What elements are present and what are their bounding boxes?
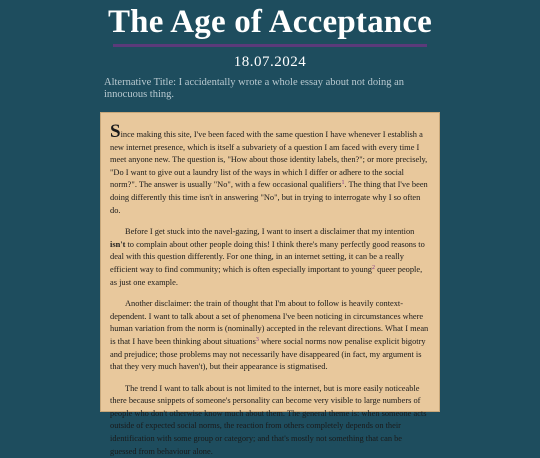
paragraph-3	[110, 298, 430, 374]
paragraph-2-text-c: queer people, as just one example.	[110, 264, 423, 287]
paragraph-2-text-a: Before I get stuck into the navel-gazing, I want to insert a disclaimer that my intention	[125, 227, 415, 237]
paragraph-3-text-a: Another disclaimer: the train of thought that I'm about to follow is heavily context-dependent. I want to talk about a set of phenomena I've been noticing in circumstances where human variation from the norm is (nominally) accepted in the relevant directions. What I mean is that I have been thinking about situations	[110, 299, 429, 346]
paragraph-1	[110, 121, 430, 217]
paragraph-2-text-b: to complain about other people doing this! I think there's many perfectly good reasons to deal with this question differently. For one thing, in an internet setting, it can be a really efficient way to find community; which is often especially important to young	[110, 239, 425, 274]
article-body	[100, 112, 440, 456]
paragraph-1-text-b: . The thing that I've been doing differently this time isn't in answering "No", but in trying to interrogate why I so often do.	[110, 180, 428, 215]
post-date: 18.07.2024	[233, 54, 307, 70]
alternative-title: Alternative Title: I accidentally wrote a whole essay about not doing an innocuous thing.	[104, 77, 405, 100]
paragraph-4-text: The trend I want to talk about is not limited to the internet, but is more easily noticeable there because snippets of someone's personality can become very visible to large numbers of people who don't otherwise know much about them. The general theme is: when someone acts outside of expected social norms, the reaction from others completely depends on their identification with some group or category; and that's mostly not something that can be guessed from behaviour alone.	[110, 383, 427, 456]
drop-cap: S	[110, 121, 121, 142]
page-header	[0, 0, 540, 71]
footnote-link-3[interactable]: 3	[255, 336, 259, 343]
page-title: The Age of Acceptance	[107, 4, 433, 40]
paragraph-2	[110, 226, 430, 289]
paragraph-3-text-b: where social norms now penalise explicit bigotry and prejudice; those problems may not necessarily have disappeared (in fact, my argument is that they very much haven't), but their appearance is stigmatised.	[110, 336, 426, 372]
paragraph-4	[110, 383, 430, 458]
title-divider	[113, 44, 427, 47]
footnote-link-2[interactable]: 2	[371, 264, 375, 271]
paragraph-1-text-a: ince making this site, I've been faced with the same question I have whenever I establish a new internet presence, which is itself a subvariety of a question I am faced with every time I meet anyone new. The question is, "How about those identity labels, then?"; or more precisely, "Do I want to give out a laundry list of the ways in which I differ or adhere to the social norm?". The answer is usually "No", with a few occasional qualifiers	[110, 130, 428, 190]
emphasis-isnt: isn't	[110, 239, 126, 249]
footnote-link-1[interactable]: 1	[341, 180, 345, 187]
